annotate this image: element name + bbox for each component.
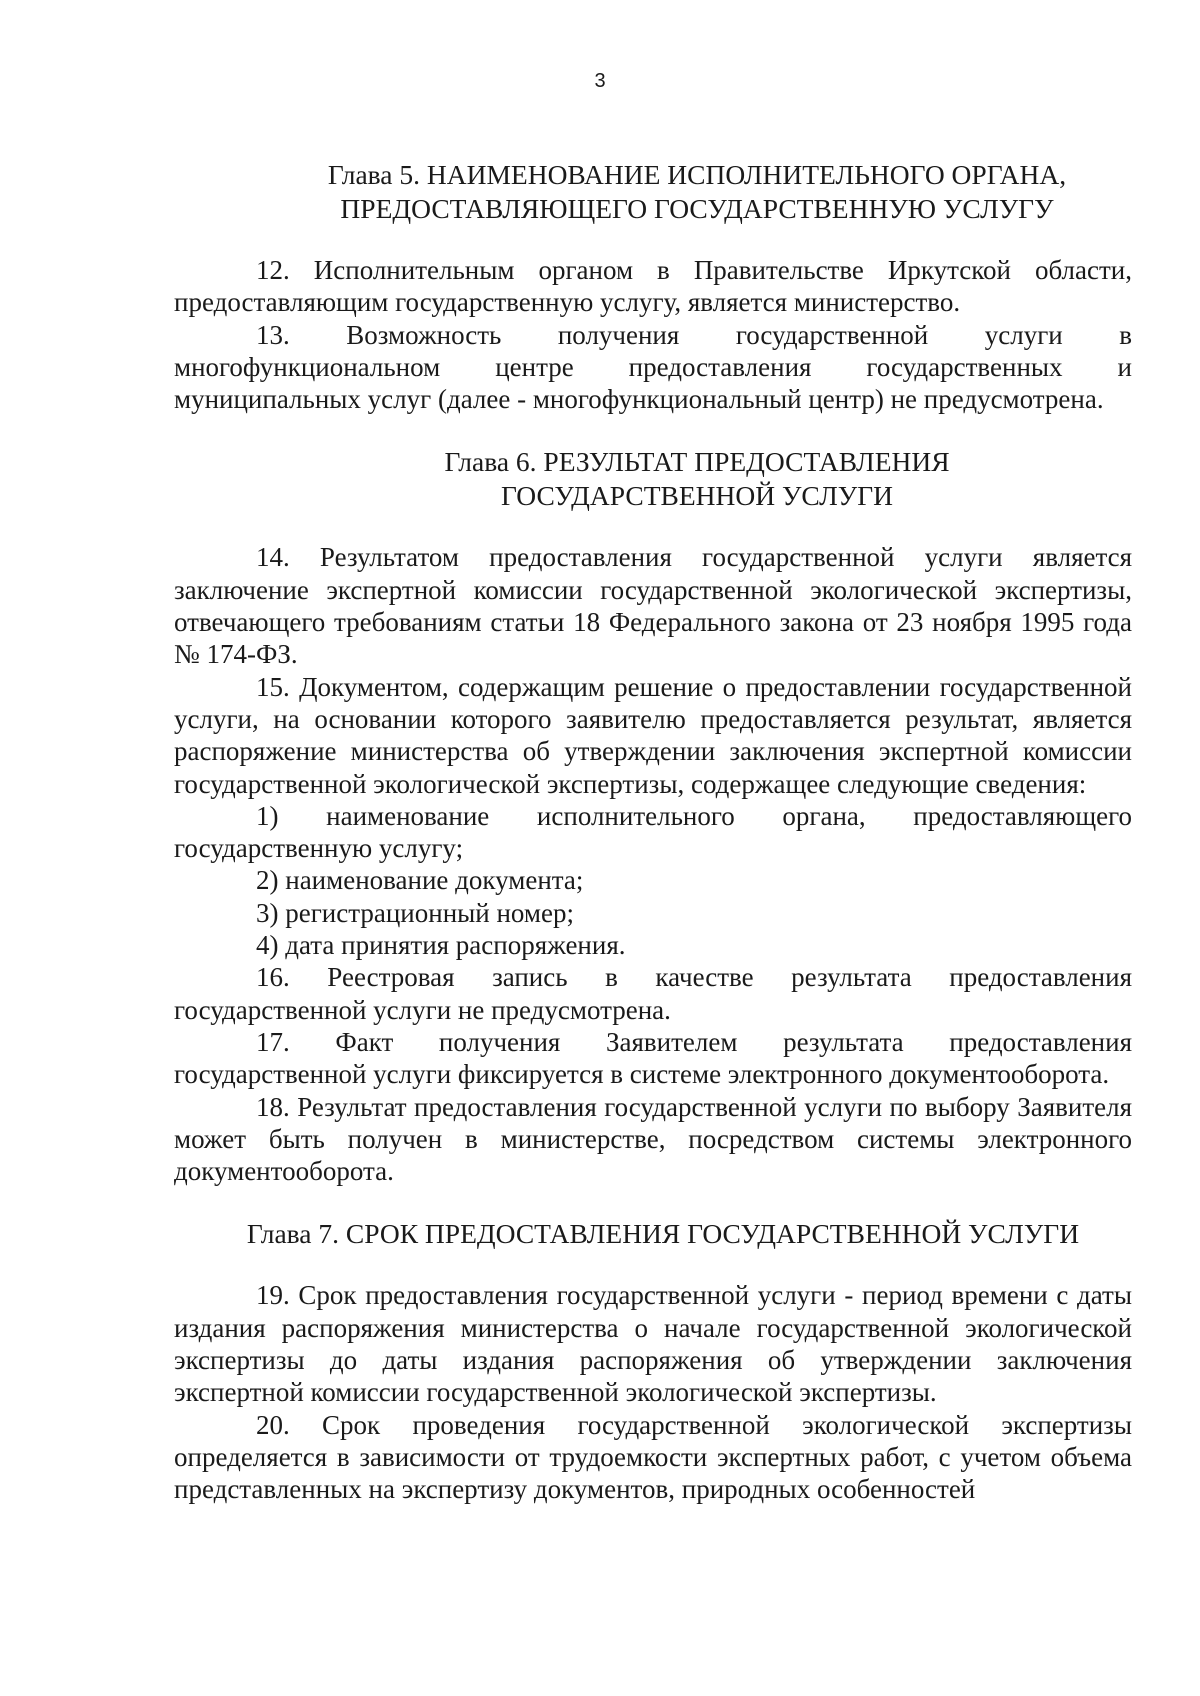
list-item-3: 3) регистрационный номер; [256,897,574,928]
chapter-6-heading [174,445,1132,513]
chapter-6-title-line-2: ГОСУДАРСТВЕННОЙ УСЛУГИ [501,480,893,512]
chapter-6-title-line-1: Глава 6. РЕЗУЛЬТАТ ПРЕДОСТАВЛЕНИЯ [444,446,950,478]
paragraph-19: 19. Срок предоставления государственной услуги - период времени с даты издания распоряжения министерства о начале государственной экологической экспертизы до даты издания распоряжения об утверждении заключения экспертной комиссии государственной экологической экспертизы. [174,1280,1132,1408]
page-number: 3 [594,70,606,92]
paragraph-17: 17. Факт получения Заявителем результата предоставления государственной услуги фиксируется в системе электронного документооборота. [174,1026,1132,1090]
chapter-7-heading: Глава 7. СРОК ПРЕДОСТАВЛЕНИЯ ГОСУДАРСТВЕННОЙ УСЛУГИ [246,1218,1080,1250]
paragraph-18: 18. Результат предоставления государственной услуги по выбору Заявителя может быть получен в министерстве, посредством системы электронного документооборота. [174,1091,1132,1187]
paragraph-14: 14. Результатом предоставления государственной услуги является заключение экспертной комиссии государственной экологической экспертизы, отвечающего требованиям статьи 18 Федерального закона от 23 ноября 1995 года № 174-ФЗ. [174,542,1132,670]
list-item-4: 4) дата принятия распоряжения. [256,930,626,961]
paragraph-16: 16. Реестровая запись в качестве результата предоставления государственной услуги не предусмотрена. [174,962,1132,1025]
paragraph-12: 12. Исполнительным органом в Правительстве Иркутской области, предоставляющим государственную услугу, является министерство. [174,255,1132,318]
chapter-5-heading [174,158,1132,226]
paragraph-20: 20. Срок проведения государственной экологической экспертизы определяется в зависимости от трудоемкости экспертных работ, с учетом объема представленных на экспертизу документов, природных особенностей [174,1409,1132,1505]
list-item-2: 2) наименование документа; [256,865,584,896]
chapter-5-title-line-1: Глава 5. НАИМЕНОВАНИЕ ИСПОЛНИТЕЛЬНОГО ОРГАНА, [327,159,1067,190]
paragraph-15: 15. Документом, содержащим решение о предоставлении государственной услуги, на основании которого заявителю предоставляется результат, является распоряжение министерства об утверждении заключения экспертной комиссии государственной экологической экспертизы, содержащее следующие сведения: [174,671,1132,799]
document-body [174,158,1132,1506]
chapter-5-title-line-2: ПРЕДОСТАВЛЯЮЩЕГО ГОСУДАРСТВЕННУЮ УСЛУГУ [340,193,1054,224]
paragraph-13: 13. Возможность получения государственной услуги в многофункциональном центре предоставления государственных и муниципальных услуг (далее - многофункциональный центр) не предусмотрена. [174,319,1132,415]
list-item-1: 1) наименование исполнительного органа, предоставляющего государственную услугу; [174,800,1132,864]
